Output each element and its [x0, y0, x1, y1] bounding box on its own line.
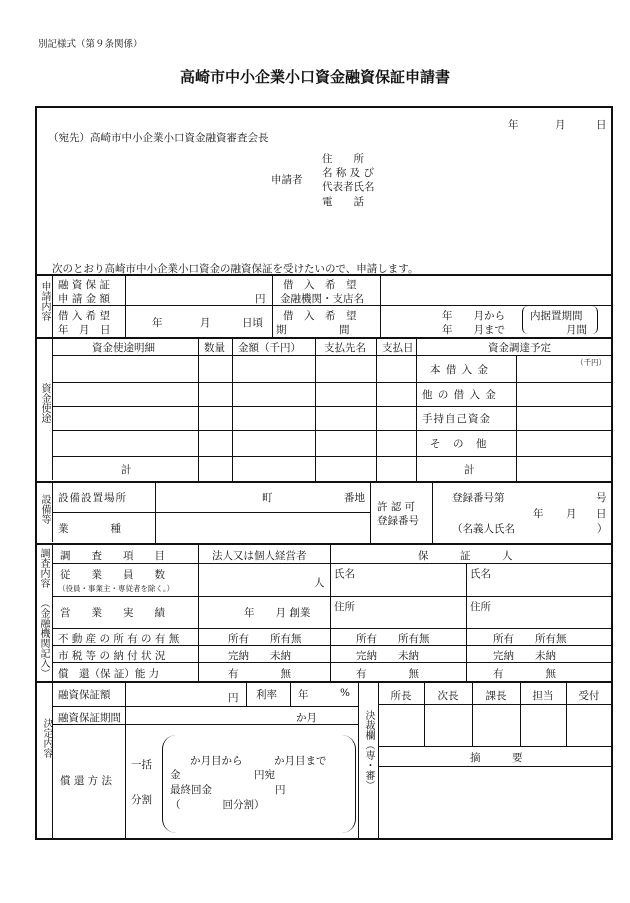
source-other-loan: 他 の 借 入 金 [422, 389, 497, 401]
repay-options-guarantor2[interactable]: 有 無 [493, 668, 556, 680]
source-own-funds: 手持自己資金 [422, 413, 491, 425]
decision-amount-yen: 円 [228, 692, 239, 704]
repay-line-2: 金 円宛 [170, 769, 275, 781]
source-main-loan: 本 借 入 金 [430, 364, 490, 376]
borrow-date-label2: 年 月 日 [58, 324, 111, 336]
founded-label: 年 月 創業 [244, 607, 311, 619]
repay-installment[interactable]: 分割 [131, 794, 152, 806]
survey-entity-header: 法人又は個人経営者 [212, 550, 307, 562]
funds-total-label: 計 [121, 464, 132, 476]
borrow-date-label1: 借 入 希 望 [58, 310, 111, 322]
unit-thousand-yen: （千円） [576, 358, 606, 367]
lender-field[interactable] [384, 278, 606, 302]
repay-line-1: か月目から か月目まで [190, 755, 327, 767]
employees-note: （役員・事業主・専従者を除く。） [58, 584, 175, 593]
col-amount: 金額（千円） [238, 342, 301, 354]
guarantor2-name-label: 氏名 [470, 568, 491, 580]
holder-name-label: （名義人氏名 [452, 523, 515, 535]
remarks-label: 摘 要 [470, 752, 523, 764]
approval-column-label: 決裁欄（専・審） [363, 710, 374, 790]
equipment-town: 町 [262, 492, 273, 504]
decision-period-label: 融資保証期間 [58, 712, 121, 724]
permit-label2: 登録番号 [377, 515, 419, 527]
period-label1: 借 入 希 望 [283, 310, 357, 322]
performance-label: 営 業 実 績 [60, 607, 165, 619]
interest-rate-label: 利率 [256, 689, 277, 701]
period-to: 年 月まで [442, 324, 505, 336]
funds-section-label: 資金使途 [39, 383, 50, 423]
application-statement: 次のとおり高崎市中小企業小口資金の融資保証を受けたいので、申請します。 [52, 263, 419, 275]
col-funds-detail: 資金使途明細 [92, 342, 155, 354]
employees-unit: 人 [314, 577, 325, 589]
address-label: 住 所 [322, 153, 364, 165]
repay-ability-label: 償 還（保 証）能 力 [58, 668, 160, 680]
repay-line-4: （ 回分割） [170, 799, 265, 811]
business-type-label: 業 種 [58, 523, 121, 535]
repay-lump-sum[interactable]: 一括 [131, 759, 152, 771]
borrow-year: 年 [152, 317, 163, 329]
borrow-day-about: 日頃 [242, 317, 263, 329]
sources-total-label: 計 [464, 464, 475, 476]
repay-options-guarantor1[interactable]: 有 無 [356, 668, 419, 680]
guarantee-amount-label2: 申 請 金 額 [58, 293, 111, 305]
decision-amount-label: 融資保証額 [58, 689, 111, 701]
survey-guarantor-header: 保 証 人 [418, 550, 513, 562]
grace-months: 月間 [566, 324, 587, 336]
source-other: そ の 他 [430, 438, 488, 450]
period-from: 年 月から [442, 310, 505, 322]
phone-label: 電 話 [322, 196, 364, 208]
property-options-entity[interactable]: 所有 所有無 [228, 633, 302, 645]
equipment-location-label: 設備設置場所 [58, 492, 127, 504]
interest-year: 年 [298, 689, 309, 701]
registration-number-label: 登録番号第 [452, 492, 505, 504]
approver-deputy: 次長 [437, 690, 459, 702]
addressee: （宛先）高崎市中小企業小口資金融資審査会長 [48, 132, 269, 144]
repay-method-label: 償 還 方 法 [60, 775, 113, 787]
page-title: 高崎市中小企業小口資金融資保証申請書 [179, 68, 450, 86]
form-reference: 別記様式（第９条関係） [38, 39, 143, 50]
application-section-label: 申請内容 [39, 281, 50, 321]
name-label-line1: 名 称 及 び [322, 167, 375, 179]
guarantor1-address-label: 住所 [334, 601, 355, 613]
guarantee-amount-yen: 円 [255, 293, 266, 305]
decision-period-months: か月 [296, 712, 317, 724]
employees-label: 従 業 員 数 [60, 569, 165, 581]
equipment-lot: 番地 [344, 492, 365, 504]
approver-section-chief: 課長 [485, 690, 507, 702]
property-label: 不 動 産 の 所 有 の 有 無 [58, 633, 180, 645]
applicant-label: 申請者 [271, 174, 303, 186]
repay-options-entity[interactable]: 有 無 [228, 668, 291, 680]
lender-label2: 金融機関・支店名 [280, 293, 364, 305]
guarantee-amount-field[interactable] [130, 280, 260, 302]
survey-section-label: 調査内容 [38, 548, 49, 588]
decision-section-label: 決定内容 [41, 718, 52, 758]
col-pay-date: 支払日 [382, 342, 414, 354]
registration-month: 月 [566, 508, 577, 520]
equipment-section-label: 設備等 [39, 494, 50, 524]
property-options-guarantor2[interactable]: 所有 所有無 [493, 633, 567, 645]
period-label2: 期 間 [276, 324, 350, 336]
tax-label: 市 税 等 の 納 付 状 況 [58, 650, 166, 662]
registration-day: 日 [596, 508, 607, 520]
holder-name-close: ） [597, 523, 608, 535]
survey-section-sub: （金融機関記入） [38, 598, 49, 678]
date-day-label: 日 [596, 119, 607, 131]
lender-label1: 借 入 希 望 [283, 279, 357, 291]
permit-label1: 許 認 可 [377, 501, 416, 513]
grace-label: 内据置期間 [530, 310, 583, 322]
col-fund-source: 資金調達予定 [488, 342, 551, 354]
name-label-line2: 代表者氏名 [322, 181, 375, 193]
borrow-month: 月 [200, 317, 211, 329]
guarantor1-name-label: 氏名 [334, 568, 355, 580]
tax-options-guarantor2[interactable]: 完納 未納 [493, 650, 556, 662]
approver-director: 所長 [390, 690, 412, 702]
col-quantity: 数量 [204, 342, 225, 354]
date-year-label: 年 [508, 119, 519, 131]
registration-go: 号 [596, 492, 607, 504]
tax-options-entity[interactable]: 完納 未納 [228, 650, 291, 662]
date-month-label: 月 [555, 119, 566, 131]
guarantor2-address-label: 住所 [470, 601, 491, 613]
approver-reception: 受付 [578, 690, 600, 702]
guarantee-amount-label1: 融 資 保 証 [58, 279, 111, 291]
approver-staff: 担当 [532, 690, 554, 702]
survey-item-header: 調 査 項 目 [60, 550, 165, 562]
tax-options-guarantor1[interactable]: 完納 未納 [356, 650, 419, 662]
registration-year: 年 [533, 508, 544, 520]
col-payee: 支払先名 [324, 342, 366, 354]
repay-line-3: 最終回金 円 [170, 784, 286, 796]
interest-percent: % [340, 687, 350, 699]
property-options-guarantor1[interactable]: 所有 所有無 [356, 633, 430, 645]
